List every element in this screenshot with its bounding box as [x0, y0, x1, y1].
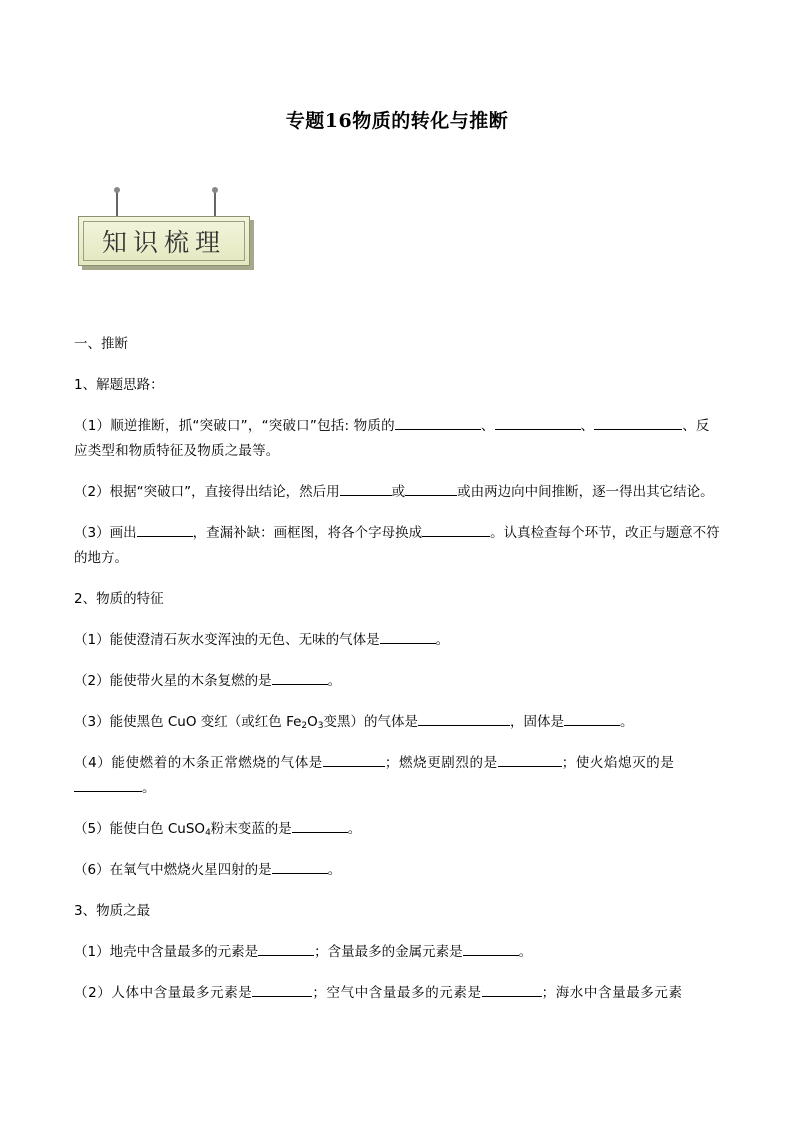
sign-board — [78, 216, 250, 266]
blank — [272, 858, 328, 874]
blank — [463, 940, 519, 956]
text: ；空气中含量最多的元素是 — [312, 985, 482, 1001]
text: （2）人体中含量最多元素是 — [74, 985, 253, 1001]
subsection-heading: 1、解题思路： — [74, 377, 164, 393]
blank — [422, 521, 490, 537]
text: ；燃烧更剧烈的是 — [384, 755, 498, 771]
document-body — [74, 332, 722, 1022]
text: 。 — [327, 673, 342, 689]
paragraph — [74, 858, 722, 883]
text: O — [307, 714, 318, 730]
subscript: 3 — [317, 721, 324, 731]
text: ，固体是 — [510, 714, 565, 730]
blank — [594, 414, 682, 430]
blank — [323, 751, 385, 767]
section-heading: 一、推断 — [74, 336, 128, 352]
paragraph — [74, 817, 722, 842]
paragraph — [74, 710, 722, 735]
paragraph — [74, 751, 722, 801]
sign-label: 知识梳理 — [101, 228, 226, 257]
blank — [564, 710, 620, 726]
text: （1）地壳中含量最多的元素是 — [74, 944, 259, 960]
blank — [74, 776, 142, 792]
page-title: 专题16物质的转化与推断 — [285, 110, 509, 132]
paragraph — [74, 521, 722, 571]
blank — [292, 817, 348, 833]
section-sign — [78, 190, 258, 272]
section-heading: 2、物质的特征 — [74, 591, 164, 607]
blank — [258, 940, 314, 956]
blank — [495, 414, 581, 430]
text: （3）能使黑色 CuO 变红（或红色 Fe — [74, 714, 302, 730]
blank — [405, 480, 457, 496]
paragraph — [74, 628, 722, 653]
text: ；使火焰熄灭的是 — [561, 755, 675, 771]
blank — [272, 669, 328, 685]
blank — [340, 480, 392, 496]
subscript: 4 — [205, 828, 211, 838]
text: （5）能使白色 CuSO — [74, 821, 206, 837]
text: 变黑）的气体是 — [323, 714, 419, 730]
paragraph — [74, 480, 722, 505]
text: （6）在氧气中燃烧火星四射的是 — [74, 862, 272, 878]
text: ，查漏补缺：画框图，将各个字母换成 — [192, 525, 423, 541]
text: 、 — [480, 418, 495, 434]
text: （1）能使澄清石灰水变浑浊的无色、无味的气体是 — [74, 632, 380, 648]
text: 或 — [391, 484, 406, 500]
text: 。 — [347, 821, 362, 837]
text: （1）顺逆推断，抓“突破口”，“突破口”包括: 物质的 — [74, 418, 395, 434]
text: 。认真检查每个环节，改正与题意不符的地方。 — [74, 525, 720, 566]
text: 或由两边向中间推断，逐一得出其它结论。 — [457, 484, 714, 500]
text: 。 — [518, 944, 533, 960]
sign-rod-right — [214, 190, 216, 218]
text: （3）画出 — [74, 525, 137, 541]
blank — [137, 521, 193, 537]
text: ；含量最多的金属元素是 — [314, 944, 463, 960]
blank — [252, 981, 312, 997]
text: 。 — [142, 780, 157, 796]
sign-rod-left — [116, 190, 118, 218]
blank — [380, 628, 436, 644]
paragraph — [74, 414, 722, 464]
blank — [395, 414, 481, 430]
paragraph — [74, 940, 722, 965]
text: 、 — [580, 418, 595, 434]
text: （2）能使带火星的木条复燃的是 — [74, 673, 272, 689]
paragraph — [74, 981, 722, 1006]
blank — [498, 751, 562, 767]
section-heading: 3、物质之最 — [74, 903, 151, 919]
blank — [482, 981, 542, 997]
subscript: 2 — [301, 721, 308, 731]
text: 、反应类型和物质特征及物质之最等。 — [74, 418, 710, 459]
text: 粉末变蓝的是 — [210, 821, 292, 837]
text: 。 — [620, 714, 634, 730]
text: （4）能使燃着的木条正常燃烧的气体是 — [74, 755, 323, 771]
text: 。 — [435, 632, 450, 648]
blank — [418, 710, 510, 726]
text: ；海水中含量最多元素 — [541, 985, 683, 1001]
text: （2）根据“突破口”，直接得出结论，然后用 — [74, 484, 340, 500]
text: 。 — [327, 862, 342, 878]
paragraph — [74, 669, 722, 694]
